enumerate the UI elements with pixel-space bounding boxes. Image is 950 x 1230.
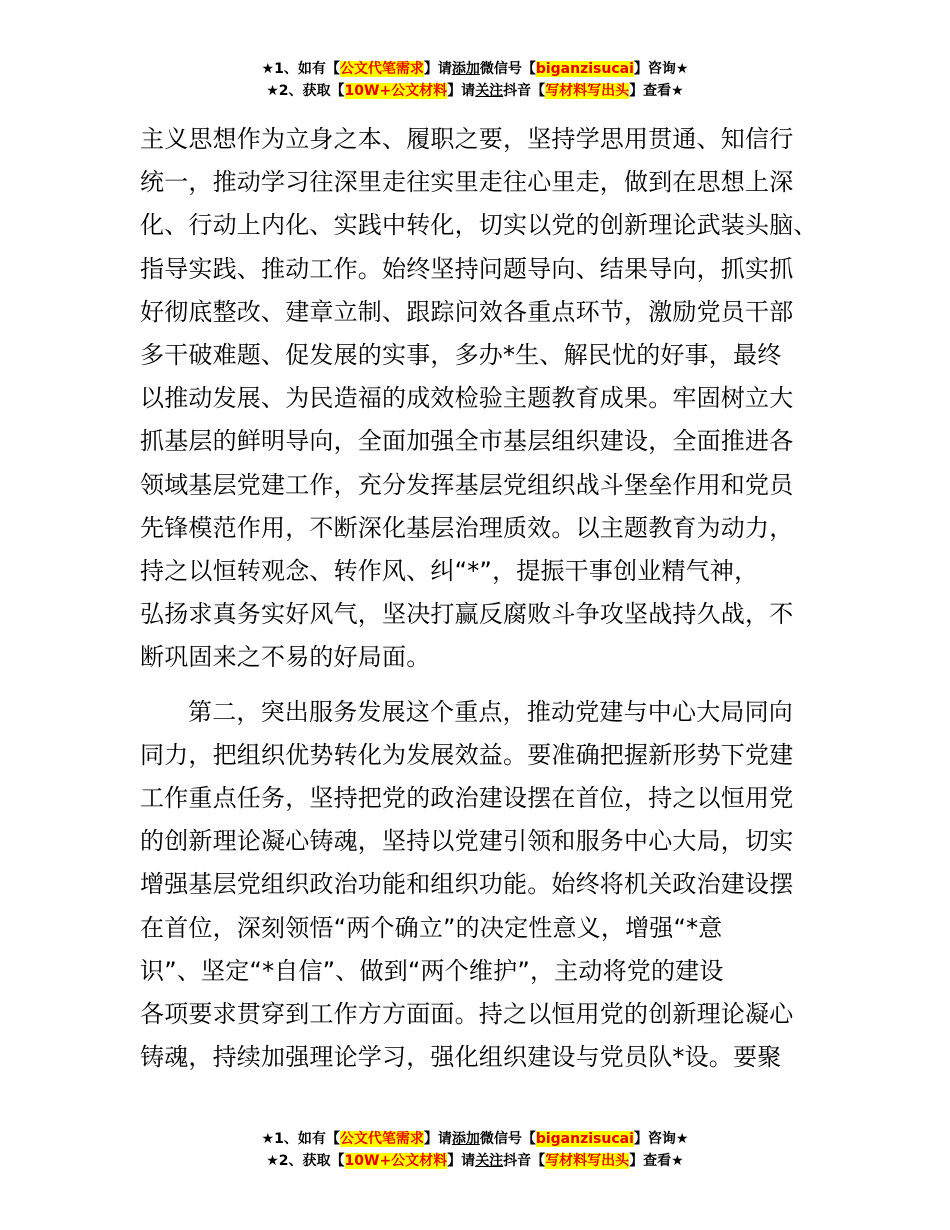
- banner-text: ★1、如有【: [261, 61, 340, 77]
- text-line: 统一，推动学习往深里走往实里走往心里走，做到在思想上深: [140, 168, 794, 197]
- top-banner: [0, 58, 950, 102]
- banner-highlight: 10W+公文材料: [344, 1153, 448, 1169]
- text-line: 先锋模范作用，不断深化基层治理质效。以主题教育为动力，: [140, 513, 794, 542]
- banner-highlight: 10W+公文材料: [344, 83, 448, 99]
- banner-line-2: [0, 80, 950, 102]
- banner-underlined-text: 关注: [475, 83, 504, 99]
- banner-text: 】咨询★: [633, 1131, 689, 1147]
- banner-text: ★2、获取【: [266, 1153, 345, 1169]
- text-line: 在首位，深刻领悟“两个确立”的决定性意义，增强“*意: [140, 913, 723, 942]
- banner-text: 抖音【: [503, 83, 546, 99]
- banner-line-1: [0, 58, 950, 80]
- banner-text: 】请: [423, 61, 452, 77]
- text-line: 好彻底整改、建章立制、跟踪问效各重点环节，激励党员干部: [140, 297, 794, 326]
- text-line-indented: 第二，突出服务发展这个重点，推动党建与中心大局同向: [188, 697, 793, 726]
- text-line: 的创新理论凝心铸魂，坚持以党建引领和服务中心大局，切实: [140, 827, 794, 856]
- banner-highlight: 公文代笔需求: [339, 1131, 424, 1147]
- banner-underlined-text: 关注: [475, 1153, 504, 1169]
- banner-text: 】请: [423, 1131, 452, 1147]
- text-line: 化、行动上内化、实践中转化，切实以党的创新理论武装头脑、: [140, 211, 818, 240]
- banner-text: ★2、获取【: [266, 83, 345, 99]
- text-line: 同力，把组织优势转化为发展效益。要准确把握新形势下党建: [140, 740, 794, 769]
- text-line: 主义思想作为立身之本、履职之要，坚持学思用贯通、知信行: [140, 125, 794, 153]
- banner-text: 】查看★: [629, 1153, 684, 1169]
- banner-line-2: [0, 1150, 950, 1172]
- banner-line-1: [0, 1128, 950, 1150]
- banner-text: 抖音【: [503, 1153, 546, 1169]
- text-line: 持之以恒转观念、转作风、纠“*”，提振干事创业精气神，: [140, 557, 759, 586]
- paragraph-1: [140, 118, 822, 680]
- banner-text: 】查看★: [629, 83, 684, 99]
- banner-text: ★1、如有【: [261, 1131, 340, 1147]
- banner-underlined-text: 添加: [451, 61, 480, 77]
- text-line: 识”、坚定“*自信”、做到“两个维护”，主动将党的建设: [140, 956, 724, 985]
- banner-underlined-text: 添加: [451, 1131, 480, 1147]
- bottom-banner: [0, 1128, 950, 1172]
- text-line: 工作重点任务，坚持把党的政治建设摆在首位，持之以恒用党: [140, 784, 794, 813]
- text-line: 领域基层党建工作，充分发挥基层党组织战斗堡垒作用和党员: [140, 470, 794, 499]
- banner-text: 微信号【: [479, 61, 536, 77]
- text-line: 断巩固来之不易的好局面。: [140, 643, 431, 672]
- text-line: 各项要求贯穿到工作方方面面。持之以恒用党的创新理论凝心: [140, 1000, 794, 1029]
- paragraph-2: [140, 691, 822, 1080]
- banner-highlight: 公文代笔需求: [339, 61, 424, 77]
- text-line: 多干破难题、促发展的实事，多办*生、解民忧的好事，最终: [140, 341, 782, 370]
- text-line: 弘扬求真务实好风气，坚决打赢反腐败斗争攻坚战持久战，不: [140, 600, 794, 629]
- banner-text: 】请: [447, 1153, 476, 1169]
- text-line: 以推动发展、为民造福的成效检验主题教育成果。牢固树立大: [140, 384, 794, 413]
- banner-text: 】请: [447, 83, 476, 99]
- text-line: 抓基层的鲜明导向，全面加强全市基层组织建设，全面推进各: [140, 427, 794, 456]
- document-body: [140, 118, 822, 1079]
- banner-text: 微信号【: [479, 1131, 536, 1147]
- text-line: 铸魂，持续加强理论学习，强化组织建设与党员队*设。要聚: [140, 1043, 782, 1072]
- banner-text: 】咨询★: [633, 61, 689, 77]
- banner-highlight-douyin-name: 写材料写出头: [545, 83, 630, 99]
- text-line: 指导实践、推动工作。始终坚持问题导向、结果导向，抓实抓: [140, 254, 794, 283]
- banner-highlight-douyin-name: 写材料写出头: [545, 1153, 630, 1169]
- text-line: 增强基层党组织政治功能和组织功能。始终将机关政治建设摆: [140, 870, 794, 899]
- banner-highlight-wechat-id: biganzisucai: [535, 1131, 634, 1147]
- banner-highlight-wechat-id: biganzisucai: [535, 61, 634, 77]
